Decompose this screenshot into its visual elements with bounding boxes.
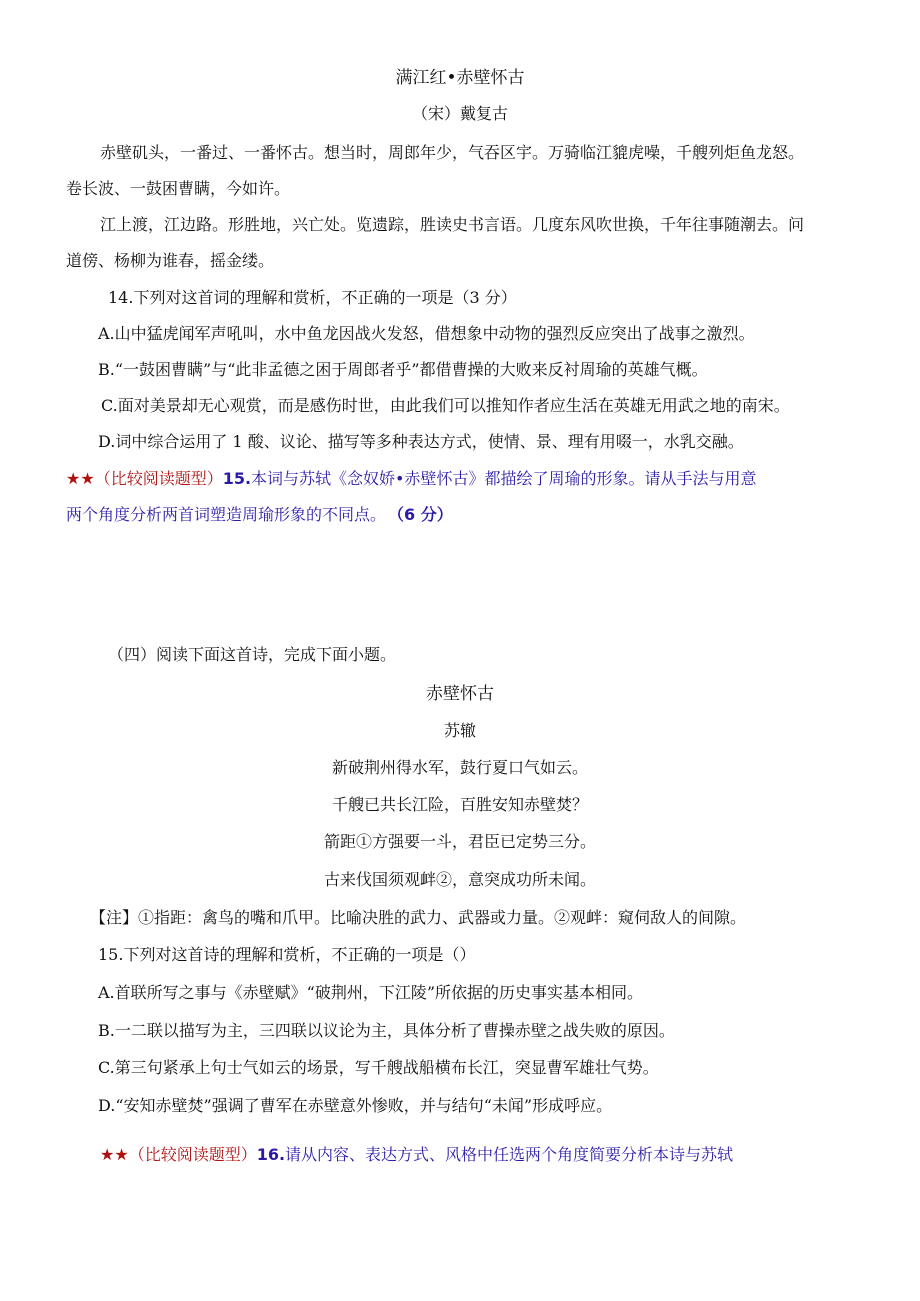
task-text: 请从内容、表达方式、风格中任选两个角度简要分析本诗与苏轼 xyxy=(285,1145,734,1164)
poem1-stanza2-line2: 道傍、杨柳为谁春，摇金缕。 xyxy=(66,251,275,270)
q15-option-c: C.第三句紧承上句士气如云的场景，写千艘战船横布长江，突显曹军雄壮气势。 xyxy=(98,1058,659,1077)
poem2-line-2: 千艘已共长江险，百胜安知赤壁焚？ xyxy=(331,795,588,814)
poem1-stanza1-line1: 赤壁矶头，一番过、一番怀古。想当时，周郎年少，气吞区宇。万骑临江貔虎噪，千艘列炬鱼龙怒。 xyxy=(100,143,805,162)
poem2-title: 赤壁怀古 xyxy=(426,684,494,704)
q15-comparison-task-line2 xyxy=(66,505,453,525)
q15-option-b: B.一二联以描写为主，三四联以议论为主，具体分析了曹操赤壁之战失败的原因。 xyxy=(98,1021,675,1040)
star-icons: ★★ xyxy=(100,1145,129,1164)
q14-option-c: C.面对美景却无心观赏，而是感伤时世，由此我们可以推知作者应生活在英雄无用武之地的南宋。 xyxy=(101,396,790,415)
poem2-line-1: 新破荆州得水军，鼓行夏口气如云。 xyxy=(331,758,588,777)
q14-option-b: B.“一鼓困曹瞒”与“此非孟德之困于周郎者乎”都借曹操的大败来反衬周瑜的英雄气概。 xyxy=(98,360,708,379)
section4-intro: （四）阅读下面这首诗，完成下面小题。 xyxy=(108,645,397,664)
q16-comparison-task xyxy=(100,1145,733,1165)
task-type-tag: （比较阅读题型） xyxy=(94,469,223,488)
poem1-stanza2-line1: 江上渡，江边路。形胜地，兴亡处。览遗踪，胜读史书言语。几度东风吹世换，千年往事随潮去。问 xyxy=(100,215,805,234)
task-text: 本词与苏轼《念奴娇•赤壁怀古》都描绘了周瑜的形象。请从手法与用意 xyxy=(251,469,757,488)
poem2-line-4: 古来伐国须观衅②，意突成功所未闻。 xyxy=(323,870,596,889)
poem1-title: 满江红•赤壁怀古 xyxy=(395,68,525,88)
task-number: 15. xyxy=(222,469,252,488)
poem1-stanza1-line2: 卷长波、一鼓困曹瞒，今如许。 xyxy=(66,179,291,198)
task-text-continued: 两个角度分析两首词塑造周瑜形象的不同点。 xyxy=(66,505,387,524)
q15-option-a: A.首联所写之事与《赤壁赋》“破荆州，下江陵”所依据的历史事实基本相同。 xyxy=(98,983,644,1002)
poem2-note: 【注】①指距：禽鸟的嘴和爪甲。比喻决胜的武力、武器或力量。②观衅：窥伺敌人的间隙。 xyxy=(90,908,747,927)
q15-comparison-task xyxy=(66,469,757,489)
task-type-tag: （比较阅读题型） xyxy=(128,1145,257,1164)
q14-option-d: D.词中综合运用了 1 酸、议论、描写等多种表达方式，使情、景、理有用啜一，水乳交融。 xyxy=(98,432,744,451)
q15-option-d: D.“安知赤壁焚”强调了曹军在赤壁意外惨败，并与结句“未闻”形成呼应。 xyxy=(98,1096,613,1115)
task-score: （6 分） xyxy=(396,505,453,524)
q14-stem: 14.下列对这首词的理解和赏析，不正确的一项是（3 分） xyxy=(108,288,517,307)
q14-option-a: A.山中猛虎闻军声吼叫，水中鱼龙因战火发怒，借想象中动物的强烈反应突出了战事之激烈。 xyxy=(98,324,755,343)
task-number: 16. xyxy=(256,1145,286,1164)
poem2-author: 苏辙 xyxy=(443,721,476,740)
poem1-author: （宋）戴复古 xyxy=(411,104,508,123)
star-icons: ★★ xyxy=(66,469,95,488)
poem2-line-3: 箭距①方强要一斗，君臣已定势三分。 xyxy=(323,832,596,851)
q15-stem: 15.下列对这首诗的理解和赏析，不正确的一项是（） xyxy=(98,945,476,964)
